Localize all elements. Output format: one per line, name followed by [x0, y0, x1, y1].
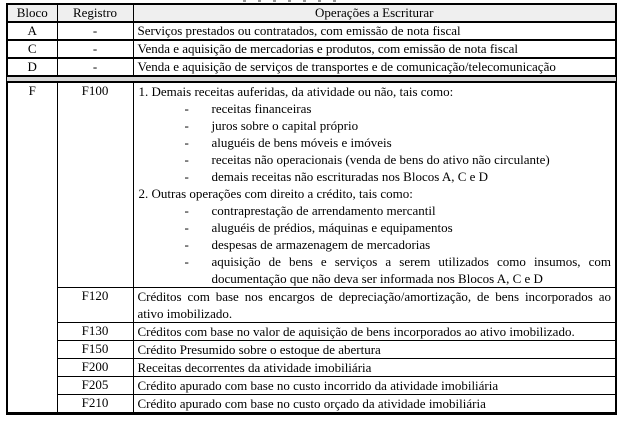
table-row-f120 [7, 288, 616, 323]
table-row-bloco-d [7, 58, 616, 76]
table-row-bloco-c [7, 40, 616, 58]
operacao-cell: Crédito apurado com base no custo orçado da atividade imobiliária [133, 395, 616, 414]
dash-bullet: - [184, 135, 189, 150]
registro-cell: F200 [57, 359, 133, 377]
dash-bullet: - [184, 254, 189, 269]
registro-cell: F210 [57, 395, 133, 414]
operacao-cell: Venda e aquisição de mercadorias e produtos, com emissão de nota fiscal [133, 40, 616, 58]
operacao-cell: Venda e aquisição de serviços de transportes e de comunicação/telecomunicação [133, 58, 616, 76]
list-item [139, 117, 612, 134]
table-row-bloco-a [7, 22, 616, 40]
bloco-f-cell: F [7, 82, 57, 414]
table-row-f100 [7, 82, 616, 288]
operations-table-top [6, 3, 617, 77]
dash-bullet: - [184, 118, 189, 133]
table-row-f210 [7, 395, 616, 414]
list-item [139, 134, 612, 151]
bloco-cell: A [7, 22, 57, 40]
list-item-text: juros sobre o capital próprio [211, 118, 359, 133]
bloco-cell: D [7, 58, 57, 76]
operacao-cell: Crédito Presumido sobre o estoque de abertura [133, 341, 616, 359]
operacao-cell: Créditos com base nos encargos de depreciação/amortização, de bens incorporados ao ativo imobilizado. [133, 288, 616, 323]
list-item [139, 236, 612, 253]
dash-bullet: - [184, 203, 189, 218]
cropped-text-remnant [243, 0, 338, 2]
col-header-registro: Registro [57, 4, 133, 22]
header-row [7, 4, 616, 22]
list-item [139, 168, 612, 185]
registro-cell: F130 [57, 323, 133, 341]
registro-cell: - [57, 22, 133, 40]
registro-cell: F120 [57, 288, 133, 323]
registro-cell: - [57, 40, 133, 58]
operacao-cell: Créditos com base no valor de aquisição de bens incorporados ao ativo imobilizado. [133, 323, 616, 341]
operacao-cell-f100 [133, 82, 616, 288]
list-item [139, 202, 612, 219]
list-item [139, 151, 612, 168]
f100-item-1-title: 1. Demais receitas auferidas, da atividade ou não, tais como: [138, 84, 454, 99]
operacao-cell: Receitas decorrentes da atividade imobiliária [133, 359, 616, 377]
registro-cell: F205 [57, 377, 133, 395]
registro-cell: - [57, 58, 133, 76]
list-item-text: demais receitas não escrituradas nos Blocos A, C e D [211, 169, 489, 184]
list-item-text: despesas de armazenagem de mercadorias [211, 237, 431, 252]
list-item-text: receitas não operacionais (venda de bens do ativo não circulante) [211, 152, 550, 167]
dash-bullet: - [184, 152, 189, 167]
operations-table-f-block [6, 81, 617, 415]
table-row-f150 [7, 341, 616, 359]
list-item [139, 253, 612, 287]
bloco-cell: C [7, 40, 57, 58]
list-item-text: contraprestação de arrendamento mercantil [211, 203, 436, 218]
list-item [139, 100, 612, 117]
operacao-cell: Crédito apurado com base no custo incorrido da atividade imobiliária [133, 377, 616, 395]
table-row-f200 [7, 359, 616, 377]
dash-bullet: - [184, 101, 189, 116]
table-row-f205 [7, 377, 616, 395]
registro-cell: F150 [57, 341, 133, 359]
list-item-text: aluguéis de prédios, máquinas e equipamentos [211, 220, 453, 235]
registro-cell: F100 [57, 82, 133, 288]
table-row-f130 [7, 323, 616, 341]
list-item [139, 219, 612, 236]
col-header-bloco: Bloco [7, 4, 57, 22]
operacao-cell: Serviços prestados ou contratados, com emissão de nota fiscal [133, 22, 616, 40]
f100-item-2-title: 2. Outras operações com direito a crédito, tais como: [138, 186, 413, 201]
list-item-text: aluguéis de bens móveis e imóveis [211, 135, 392, 150]
dash-bullet: - [184, 220, 189, 235]
list-item-text: aquisição de bens e serviços a serem utilizados como insumos, com documentação que não deva ser informada nos Blocos A, C e D [211, 254, 611, 286]
col-header-operacoes: Operações a Escriturar [133, 4, 616, 22]
dash-bullet: - [184, 237, 189, 252]
dash-bullet: - [184, 169, 189, 184]
list-item-text: receitas financeiras [211, 101, 312, 116]
